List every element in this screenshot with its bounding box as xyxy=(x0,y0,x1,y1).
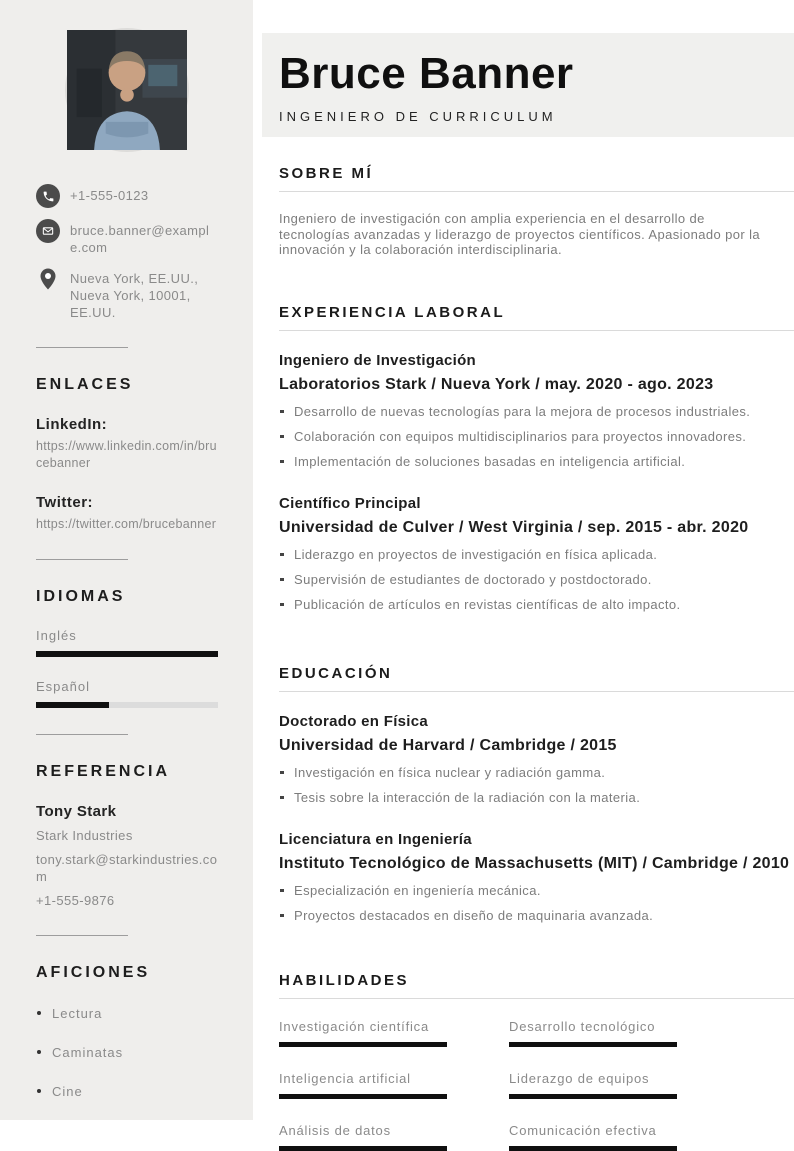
linkedin-url[interactable]: https://www.linkedin.com/in/brucebanner xyxy=(36,439,217,470)
column-gutter xyxy=(253,0,262,1120)
about-text: Ingeniero de investigación con amplia experiencia en el desarrollo de tecnologías avanzadas y liderazgo de proyectos científicos. Apasionado por la innovación y la colaboración interdisciplinaria. xyxy=(279,211,761,257)
skills-grid xyxy=(279,1019,794,1151)
contact-item-phone xyxy=(36,184,218,208)
degree-name: Doctorado en Física xyxy=(279,712,429,730)
education-title: EDUCACIÓN xyxy=(279,664,393,682)
location-icon xyxy=(36,267,60,291)
language-level-bar xyxy=(36,702,218,708)
language-name: Inglés xyxy=(36,628,77,643)
section-skills xyxy=(279,972,794,1151)
hobby-item: Lectura xyxy=(36,1006,218,1021)
twitter-label: Twitter: xyxy=(36,494,94,511)
main-column xyxy=(262,0,794,1138)
skill-item xyxy=(279,1019,447,1047)
degree-meta: Instituto Tecnológico de Massachusetts (MIT) / Cambridge / 2010 xyxy=(279,854,790,872)
skill-item xyxy=(509,1019,677,1047)
contact-location-text: Nueva York, EE.UU., Nueva York, 10001, EE.UU. xyxy=(70,271,199,320)
experience-title: EXPERIENCIA LABORAL xyxy=(279,303,506,321)
skill-item xyxy=(279,1123,447,1151)
job-bullet: Desarrollo de nuevas tecnologías para la mejora de procesos industriales. xyxy=(279,404,794,420)
skill-level-bar xyxy=(509,1146,677,1151)
skills-title: HABILIDADES xyxy=(279,971,410,989)
language-name: Español xyxy=(36,679,90,694)
sidebar-divider xyxy=(36,559,128,560)
language-item xyxy=(36,679,218,708)
section-rule xyxy=(279,191,794,192)
sidebar-divider xyxy=(36,347,128,348)
links-section-title: ENLACES xyxy=(36,376,134,393)
section-rule xyxy=(279,330,794,331)
skill-label: Análisis de datos xyxy=(279,1122,391,1138)
about-title: SOBRE MÍ xyxy=(279,165,374,182)
degree-bullet: Especialización en ingeniería mecánica. xyxy=(279,883,794,899)
job-bullets xyxy=(279,404,794,470)
language-level-bar xyxy=(36,651,218,657)
section-experience xyxy=(279,304,794,613)
section-rule xyxy=(279,998,794,999)
section-education xyxy=(279,665,794,924)
profile-photo xyxy=(65,28,189,152)
reference-section-title: REFERENCIA xyxy=(36,763,171,780)
skill-item xyxy=(509,1123,677,1151)
job-meta: Laboratorios Stark / Nueva York / may. 2020 - ago. 2023 xyxy=(279,375,714,393)
degree-bullets xyxy=(279,765,794,806)
job-bullet: Liderazgo en proyectos de investigación en física aplicada. xyxy=(279,547,794,563)
link-item-twitter xyxy=(36,494,218,533)
skill-label: Comunicación efectiva xyxy=(509,1122,657,1138)
job-role: Ingeniero de Investigación xyxy=(279,351,477,369)
degree-name: Licenciatura en Ingeniería xyxy=(279,830,472,848)
person-name: Bruce Banner xyxy=(279,49,574,98)
reference-name: Tony Stark xyxy=(36,803,117,820)
sidebar-divider xyxy=(36,734,128,735)
languages-section-title: IDIOMAS xyxy=(36,588,126,605)
header-band xyxy=(262,33,794,137)
experience-entry xyxy=(279,495,794,613)
hobbies-list xyxy=(36,1006,218,1099)
skill-level-bar xyxy=(279,1146,447,1151)
degree-bullet: Tesis sobre la interacción de la radiación con la materia. xyxy=(279,790,794,806)
job-role: Científico Principal xyxy=(279,494,421,512)
skill-level-bar xyxy=(279,1094,447,1099)
skill-label: Investigación científica xyxy=(279,1018,429,1034)
contact-email-text: bruce.banner@example.com xyxy=(70,223,210,255)
reference-email: tony.stark@starkindustries.com xyxy=(36,852,218,884)
job-bullets xyxy=(279,547,794,613)
sidebar xyxy=(0,0,253,1120)
skill-item xyxy=(509,1071,677,1099)
skill-label: Desarrollo tecnológico xyxy=(509,1018,656,1034)
job-bullet: Implementación de soluciones basadas en inteligencia artificial. xyxy=(279,454,794,470)
degree-bullets xyxy=(279,883,794,924)
job-bullet: Supervisión de estudiantes de doctorado y postdoctorado. xyxy=(279,572,794,588)
hobbies-section-title: AFICIONES xyxy=(36,964,151,981)
sidebar-divider xyxy=(36,935,128,936)
link-item-linkedin xyxy=(36,416,218,472)
language-item xyxy=(36,628,218,657)
skill-label: Inteligencia artificial xyxy=(279,1070,411,1086)
skill-level-bar xyxy=(279,1042,447,1047)
degree-bullet: Proyectos destacados en diseño de maquinaria avanzada. xyxy=(279,908,794,924)
section-about xyxy=(279,165,794,258)
twitter-url[interactable]: https://twitter.com/brucebanner xyxy=(36,517,217,531)
skill-item xyxy=(279,1071,447,1099)
reference-phone: +1-555-9876 xyxy=(36,893,115,908)
job-bullet: Publicación de artículos en revistas científicas de alto impacto. xyxy=(279,597,794,613)
degree-bullet: Investigación en física nuclear y radiación gamma. xyxy=(279,765,794,781)
section-rule xyxy=(279,691,794,692)
hobby-item: Cine xyxy=(36,1084,218,1099)
mail-icon xyxy=(36,219,60,243)
skill-level-bar xyxy=(509,1042,677,1047)
person-job-title: INGENIERO DE CURRICULUM xyxy=(279,109,557,124)
contact-item-location xyxy=(36,267,218,321)
main-content xyxy=(262,165,794,1151)
education-entry xyxy=(279,713,794,806)
contact-item-email xyxy=(36,219,218,256)
profile-photo-illustration xyxy=(67,30,187,150)
degree-meta: Universidad de Harvard / Cambridge / 2015 xyxy=(279,736,617,754)
reference-company: Stark Industries xyxy=(36,828,133,843)
skill-label: Liderazgo de equipos xyxy=(509,1070,650,1086)
contact-phone-text: +1-555-0123 xyxy=(70,188,149,203)
contact-list xyxy=(36,184,218,321)
job-bullet: Colaboración con equipos multidisciplinarios para proyectos innovadores. xyxy=(279,429,794,445)
phone-icon xyxy=(36,184,60,208)
skill-level-bar xyxy=(509,1094,677,1099)
job-meta: Universidad de Culver / West Virginia / sep. 2015 - abr. 2020 xyxy=(279,518,749,536)
hobby-item: Caminatas xyxy=(36,1045,218,1060)
education-entry xyxy=(279,831,794,924)
experience-entry xyxy=(279,352,794,470)
linkedin-label: LinkedIn: xyxy=(36,416,108,433)
